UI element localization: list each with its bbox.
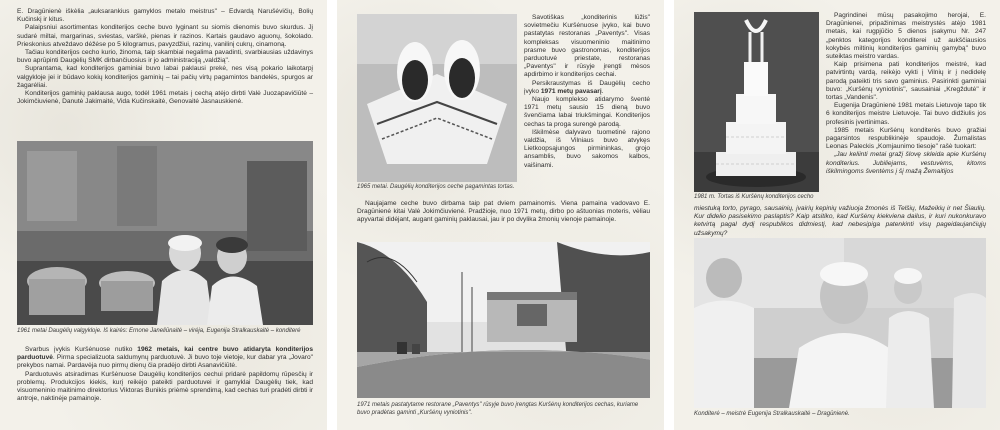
photo-caption: 1965 metai. Daugėlių konditerijos ceche pagamintas tortas. (357, 184, 515, 190)
paragraph: Iškilmėse dalyvavo tuometinė rajono valdžia, iš Vilniaus buvo atvykęs Lietkoopsąjungos pirmininkas, grojo ansamblis, buvo sakomos kalbos, vaišinami. (524, 128, 650, 169)
quote-continuation (694, 205, 986, 238)
page-middle (337, 0, 664, 430)
text-run: . (601, 87, 604, 95)
photo-kitchen-women (17, 141, 313, 325)
paragraph-1971 (524, 80, 650, 96)
paragraph: E. Dragūnienė iškėlia „auksarankius gamyklos metalo meistrus" – Edvardą Narušėvičių, Bolių Kučinskį ir kitus. (17, 8, 313, 24)
text-run: Persikraustymas iš Daugėlių cecho įvyko (524, 79, 650, 95)
photo-tiered-cake (694, 12, 819, 192)
text-block-full (357, 200, 650, 225)
paragraph-1962 (17, 346, 313, 371)
photo-restaurant-street (357, 242, 650, 398)
photo-cake-slippers (357, 14, 517, 182)
text-run: . Pirma specializuota saldumynų parduotuvė. Ji buvo toje vietoje, kur dabar yra „Jovaro" prekybos namai. Pardavėja nuo pirmų dienų čia pradėjo dirbti Asanavičiūtė. (17, 354, 313, 370)
paragraph: Palaipsniui asortimentas konditerijos ceche buvo lyginant su siomis dienomis buvo skurdus. Jį sudarė miltai, margarinas, sviestas, varškė, pienas ir razinos. Kartais gaudavo aguonų, šokolado. Prieskonius atveždavo dėžėse po 5 kilogramus, pavyzdžiui, razinų, vanilinį cukrų, cinamoną. (17, 24, 313, 48)
paragraph: Naujo komplekso atidarymo šventė 1971 metų sausio 15 dieną buvo švenčiama labai triukšmingai. Konditerijos cechas ta proga surengė parodą. (524, 96, 650, 128)
paragraph: Savotiškas „konditerinis lūžis" sovietmečiu Kuršėnuose įvyko, kai buvo pastatytas restoranas „Paventys". Visas kompleksas visuomeninio maitinimo prasme buvo gastronomas, konditerijos parduotuvė priestate, restoranas „Paventys" ir rūsyje įrengti mėsos apdirbimo ir konditerijos cechai. (524, 14, 650, 79)
paragraph: Pagrindinei mūsų pasakojimo herojai, E. Dragūnienei, pripažinimas meistrystės atėjo 1981 metais, kai rugpjūčio 5 dienos įsakymu Nr. 247 „penktos kategorijos konditerei už aukščiausios kokybės miltinių konditerijos gaminių gamybą" buvo suteiktas meistro vardas. (826, 12, 986, 61)
photo-caption: Konditerė – meistrė Eugenija Stralkauskaitė – Dragūnienė. (694, 411, 850, 417)
text-column-right (524, 14, 650, 170)
text-run: Svarbus įvykis Kuršėnuose nutiko (25, 346, 138, 353)
paragraph: Suprantama, kad konditerijos gaminiai buvo labai paklausi prekė, nes visą pokario laikotarpį valgykloje jei ir būdavo kokių konditerijos gaminių – tai pačių virtų pagamintos bandelės, spurgos ar žagarėliai. (17, 65, 313, 89)
page-right (674, 0, 1000, 430)
bold-text: 1962 metais, kai centre buvo atidaryta konditerijos parduotuvė (17, 346, 314, 362)
photo-caption: 1971 metais pastatytame restorane „Paventys" rūsyje buvo įrengtas Kuršėnų konditerijos cechas, kuriame buvo pradėtas gaminti „Kuršėnų vyniotinis". (357, 402, 639, 416)
paragraph: Eugenija Dragūnienė 1981 metais Lietuvoje tapo tik 6 konditerijos meistre Lietuvoje. Tai buvo didžiulis jos profesinis įvertinimas. (826, 102, 986, 126)
paragraph: Tačiau konditerijos cecho kurio, žinoma, taip skambiai negalima pavadinti, svarbiausias uždavinys buvo aprūpinti Daugėlių SMK dirbančiuosius ir jo administraciją „valdžią". (17, 49, 313, 65)
paragraph: 1985 metais Kuršėnų konditerės buvo gražiai pagarsintos respublikinėje spaudoje. Žurnalistas Leonas Paleckis „Komjaunimo tiesoje" rašė tuokart: (826, 126, 986, 151)
text-block-bottom (17, 346, 313, 403)
page-left (0, 0, 327, 430)
quote-start: „Jau keliinti metai gražį šlovę skleida apie Kuršėnų konditerius. Jubiliejams, vestuvėms, kitoms iškilmingoms šventėms į šį mažą Žemaitijos (826, 151, 986, 175)
text-block-top (17, 8, 313, 106)
photo-caption: 1961 metai Daugėlių valgykloje. Iš kairės: Ernone Janeliūnaitė – virėja, Eugenija Stralkauskaitė – konditerė (17, 328, 301, 334)
bold-text: 1971 metų pavasarį (540, 87, 602, 95)
photo-confectioners (694, 238, 986, 408)
photo-caption: 1981 m. Tortas iš Kuršėnų konditerijos cecho (694, 194, 814, 200)
text-column-right (826, 12, 986, 176)
paragraph: Naujajame ceche buvo dirbama taip pat dviem pamainomis. Viena pamaina vadovavo E. Dragūnienė kitai Valė Jokimčiuvienė. Pradžioje, nuo 1971 metų, dirbo po aštuonias moteris, vėliau apyvartai didėjant, augant gaminių paklausai, jau ir po dvylika žmonių vienoje pamainoje. (357, 200, 650, 224)
paragraph: Kaip prisimena pati konditerijos meistrė, kad patvirtintų vardą, reikėjo vykti į Vilnių ir į nedidelę parodą pateikti tris savo gaminius. Pasirinkti gaminiai buvo: „Kuršėnų vyniotinis", sausainiai „Kregždutė" ir tortas „Vandenis". (826, 61, 986, 102)
quote-text: miestuką torto, pyrago, sausainių, įvairių kepinių važiuoja žmonės iš Telšių, Mažeikių ir net Šiaulių. Kur didelio pasisekimo paslaptis? Kaip atsitiko, kad Kuršėnų kiekviena dailus, ir kuri nukonkuravo ketvirtą pagal dydį respublikos didmiestį, kad nebesipiga patenkinti visų pageidaujančiųjų užsakymų? (694, 205, 986, 237)
paragraph: Parduotuvės atsiradimas Kuršėnuose Daugėlių konditerijos cechui pridarė papildomų rūpesčių ir problemų. Produkcijos kiekis, kurį reikėjo pateikti parduotuvei ir gamyklai Daugėlių tiek, kad visuomeninio maitinimo direktorius Viktoras Bunikis priėmė sprendimą, kad cechas turi pradėti dirbti ir antroje, naktinėje pamainoje. (17, 370, 313, 403)
paragraph: Konditerijos gaminių paklausa augo, todėl 1961 metais į cechą atėjo dirbti Valė Juozapavičiūtė – Jokimčiuvienė, Danutė Jakimaitė, Vida Kučinskaitė, Genovaitė Jasnauskienė. (17, 90, 313, 106)
